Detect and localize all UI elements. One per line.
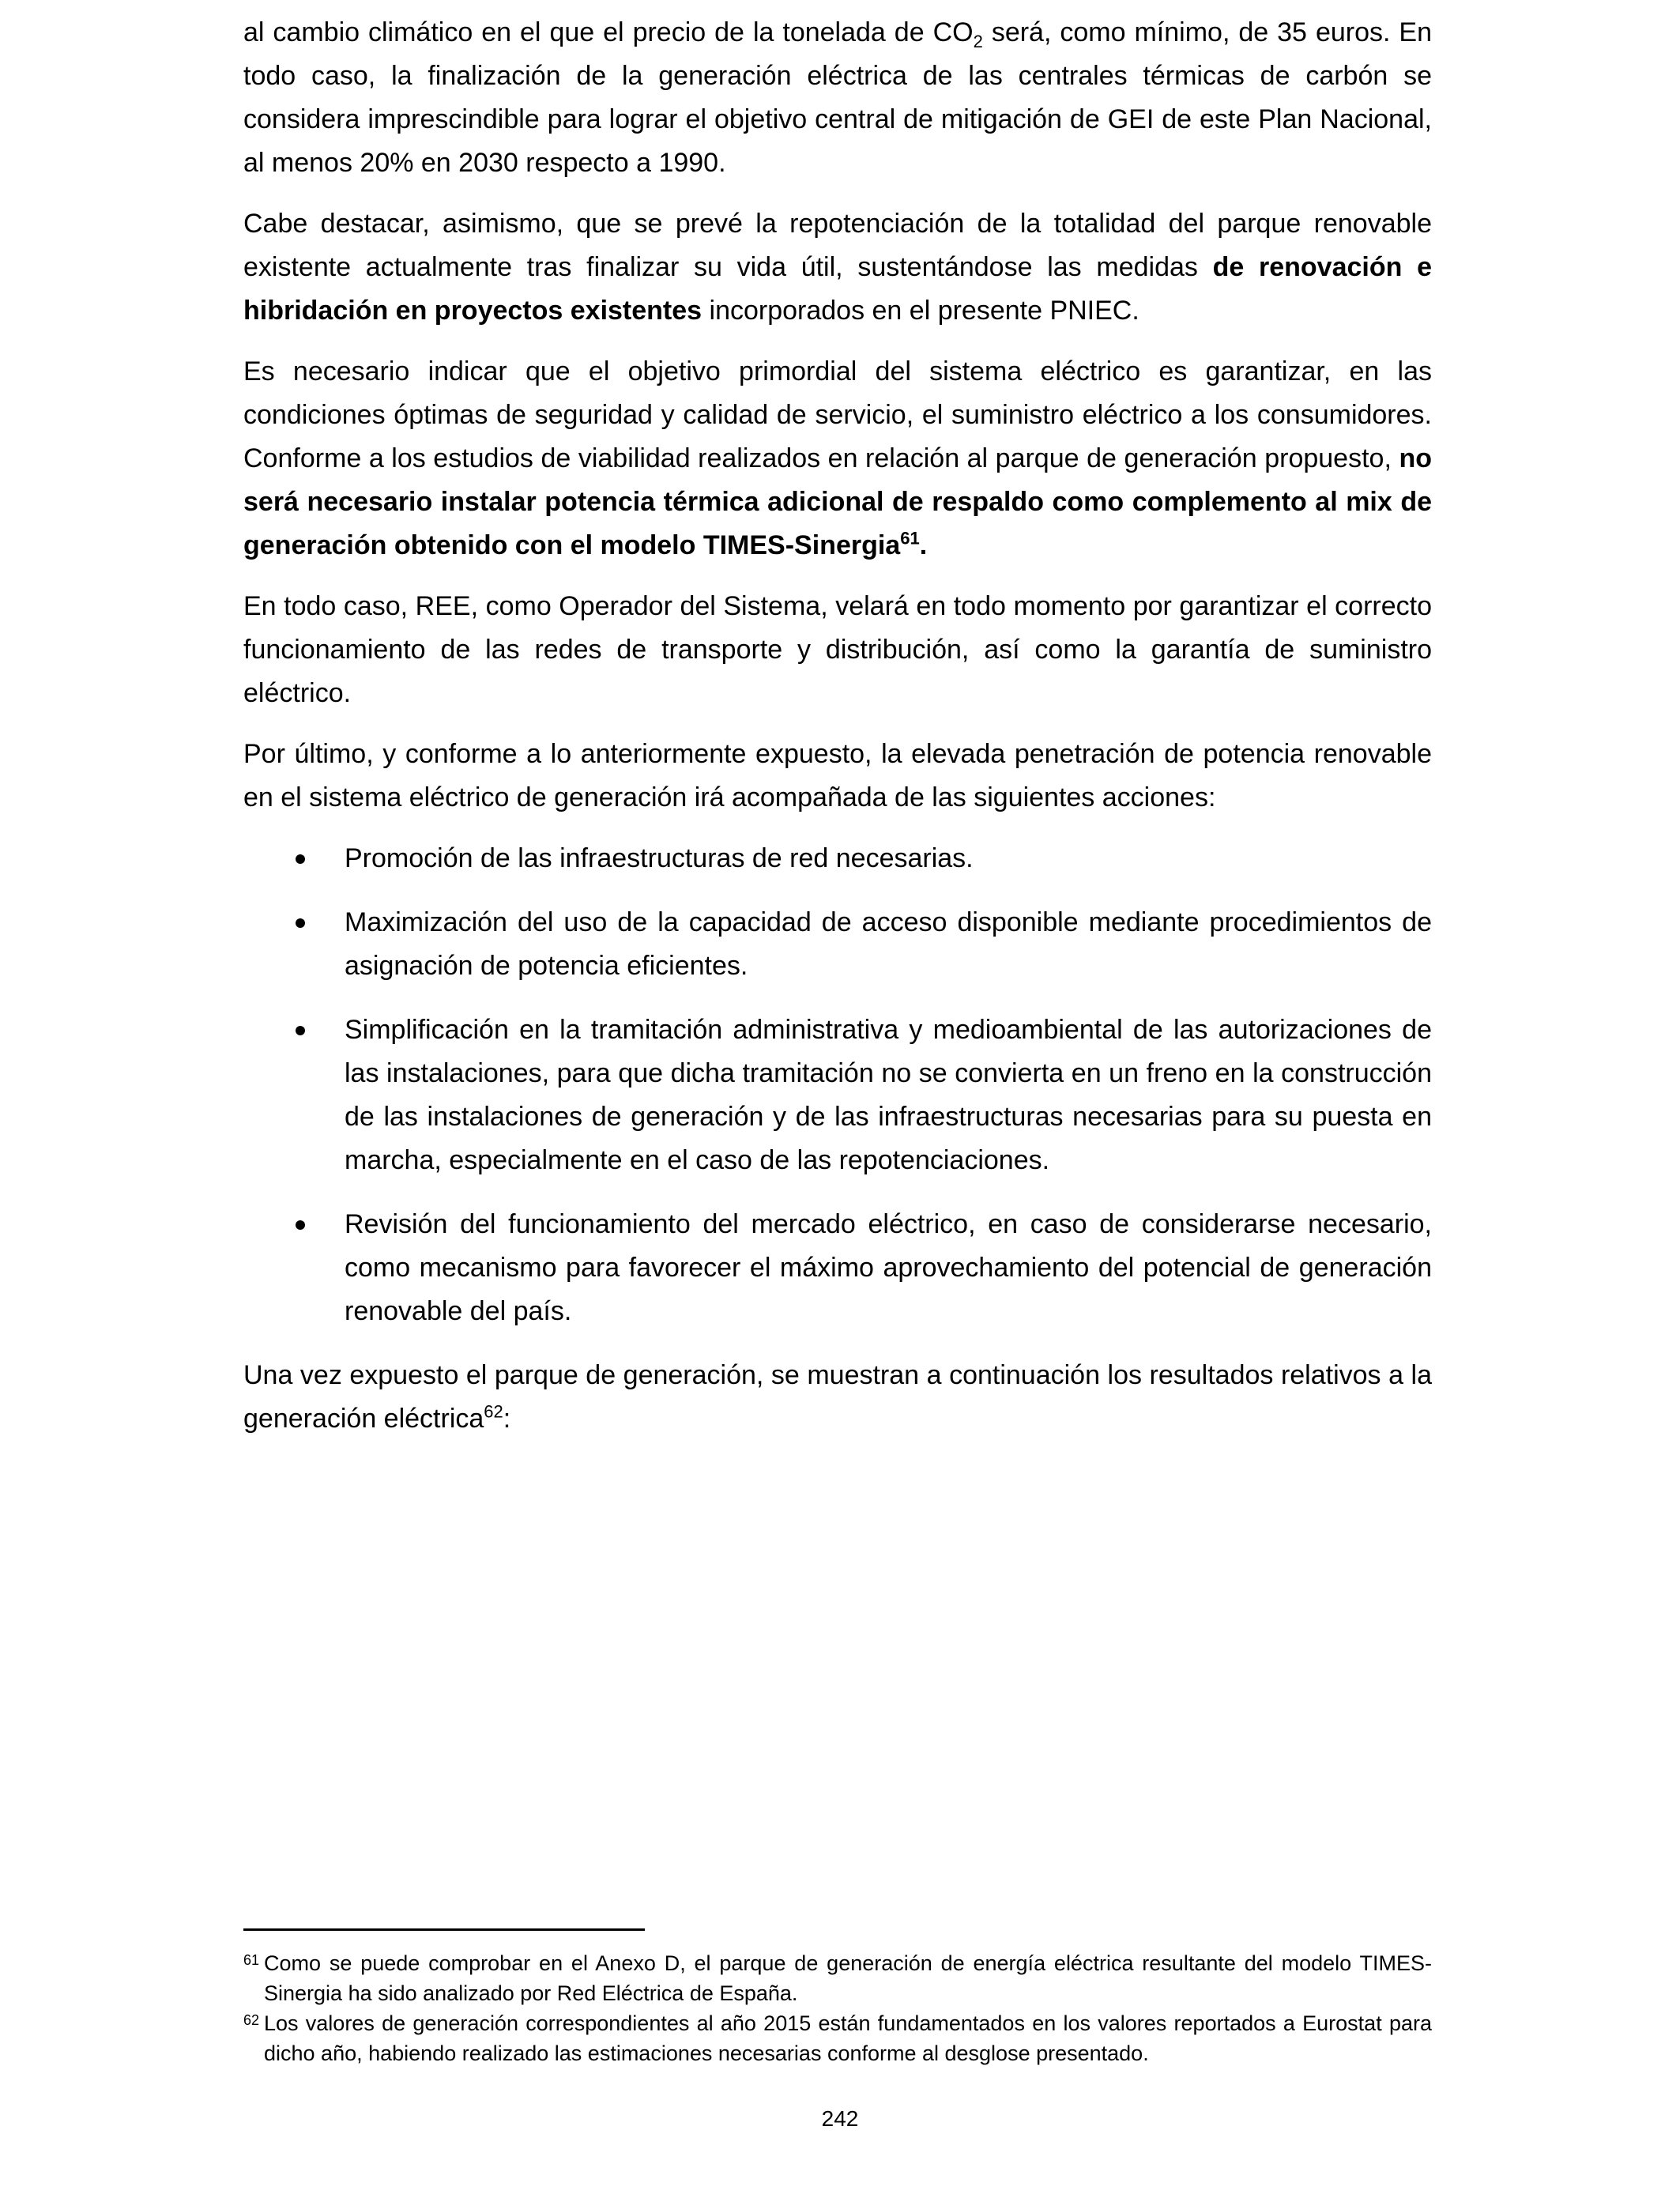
actions-list: [243, 837, 1432, 1333]
paragraph-3-text-a: Es necesario indicar que el objetivo primordial del sistema eléctrico es garantizar, en las condiciones óptimas de seguridad y calidad de servicio, el suministro eléctrico a los consumidores. Conforme a los estudios de viabilidad realizados en relación al parque de generación propuesto,: [243, 356, 1432, 473]
paragraph-3-bold-end: .: [919, 530, 928, 560]
footnote-ref-61[interactable]: 61: [900, 528, 920, 548]
footnote-mark: 62: [243, 2012, 260, 2028]
footnote-separator: [243, 1928, 645, 1931]
page-number: 242: [821, 2106, 859, 2131]
footnote-text: Como se puede comprobar en el Anexo D, el parque de generación de energía eléctrica resultante del modelo TIMES-Sinergia ha sido analizado por Red Eléctrica de España.: [264, 1951, 1432, 2005]
footnote-ref-62[interactable]: 62: [484, 1401, 503, 1422]
list-item: [243, 901, 1432, 988]
paragraph-6: [243, 1354, 1432, 1441]
co2-subscript: 2: [973, 31, 983, 51]
footnote-text: Los valores de generación correspondientes al año 2015 están fundamentados en los valores reportados a Eurostat para dicho año, habiendo realizado las estimaciones necesarias conforme al desglose presentado.: [264, 2011, 1432, 2065]
footnote-62: [243, 2008, 1432, 2068]
bullet-icon: [296, 1026, 305, 1035]
paragraph-5: Por último, y conforme a lo anteriormente expuesto, la elevada penetración de potencia renovable en el sistema eléctrico de generación irá acompañada de las siguientes acciones:: [243, 739, 1432, 812]
paragraph-2-text-b: incorporados en el presente PNIEC.: [702, 296, 1139, 326]
paragraph-3-bold-text: no será necesario instalar potencia térmica adicional de respaldo como complemento al mix de generación obtenido con el modelo TIMES-Sinergia: [243, 443, 1432, 560]
body-text: [243, 11, 1432, 1458]
bullet-icon: [296, 918, 305, 928]
paragraph-6-text-b: :: [503, 1404, 511, 1434]
bullet-icon: [296, 854, 305, 864]
paragraph-4: En todo caso, REE, como Operador del Sistema, velará en todo momento por garantizar el correcto funcionamiento de las redes de transporte y distribución, así como la garantía de suministro eléctrico.: [243, 591, 1432, 708]
paragraph-1: [243, 11, 1432, 185]
list-item: [243, 837, 1432, 880]
list-item-text: Maximización del uso de la capacidad de acceso disponible mediante procedimientos de asignación de potencia eficientes.: [345, 907, 1432, 981]
list-item-text: Promoción de las infraestructuras de red necesarias.: [345, 843, 974, 873]
paragraph-2: [243, 202, 1432, 333]
list-item-text: Revisión del funcionamiento del mercado eléctrico, en caso de considerarse necesario, como mecanismo para favorecer el máximo aprovechamiento del potencial de generación renovable del país.: [345, 1209, 1432, 1326]
paragraph-6-text-a: Una vez expuesto el parque de generación, se muestran a continuación los resultados relativos a la generación eléctrica: [243, 1360, 1432, 1434]
footnote-61: [243, 1948, 1432, 2008]
paragraph-2-bold: de renovación e hibridación en proyectos existentes: [243, 252, 1432, 326]
footnote-mark: 61: [243, 1952, 260, 1968]
footnotes: [243, 1928, 1432, 2068]
list-item-text: Simplificación en la tramitación administrativa y medioambiental de las autorizaciones de las instalaciones, para que dicha tramitación no se convierta en un freno en la construcción de las instalaciones de generación y de las infraestructuras necesarias para su puesta en marcha, especialmente en el caso de las repotenciaciones.: [345, 1015, 1432, 1175]
list-item: [243, 1008, 1432, 1182]
paragraph-2-text-a: Cabe destacar, asimismo, que se prevé la repotenciación de la totalidad del parque renovable existente actualmente tras finalizar su vida útil, sustentándose las medidas: [243, 209, 1432, 282]
paragraph-1-text-a: al cambio climático en el que el precio de la tonelada de CO: [243, 17, 974, 47]
paragraph-3: [243, 350, 1432, 567]
paragraph-1-text-b: será, como mínimo, de 35 euros. En todo caso, la finalización de la generación eléctrica de las centrales térmicas de carbón se considera imprescindible para lograr el objetivo central de mitigación de GEI de este Plan Nacional, al menos 20% en 2030 respecto a 1990.: [243, 17, 1432, 178]
bullet-icon: [296, 1220, 305, 1230]
list-item: [243, 1203, 1432, 1333]
